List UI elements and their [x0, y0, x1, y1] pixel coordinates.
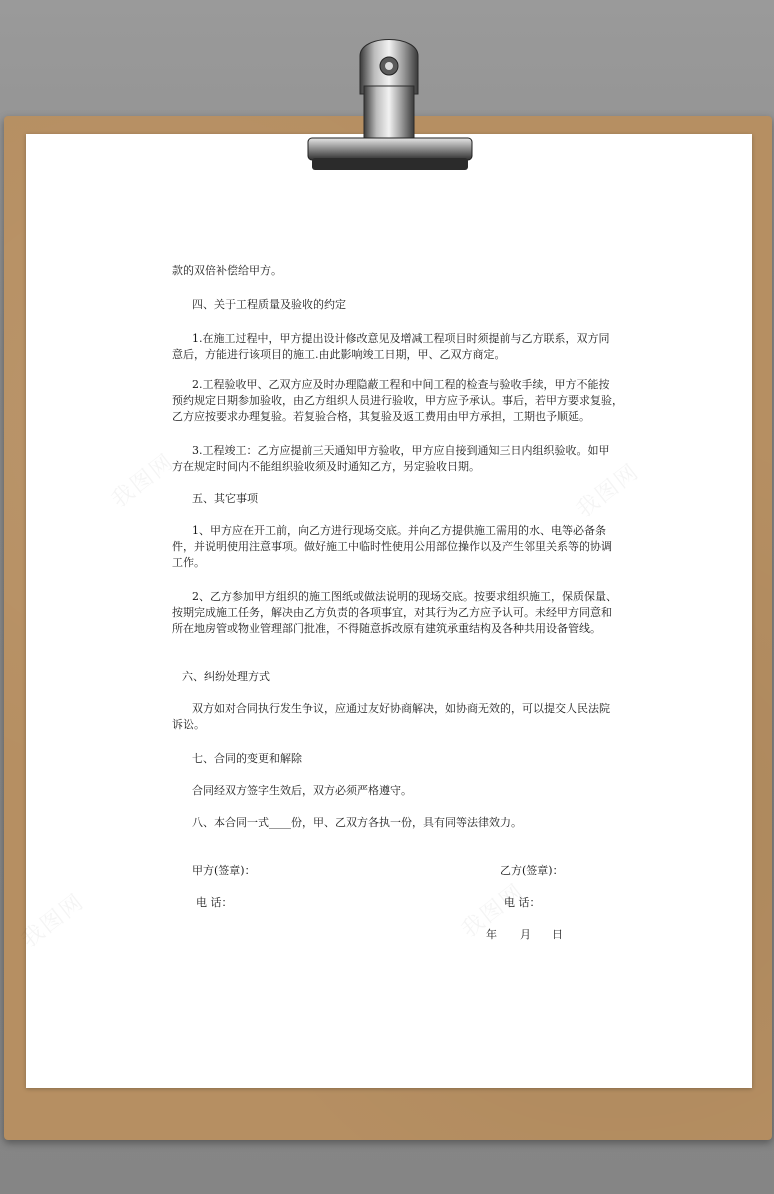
text-line: 工作。	[172, 556, 205, 569]
text-line: 诉讼。	[172, 718, 205, 731]
text-line: 1.在施工过程中，甲方提出设计修改意见及增减工程项目时须提前与乙方联系，双方同	[192, 332, 610, 345]
text-line: 2.工程验收甲、乙双方应及时办理隐蔽工程和中间工程的检查与验收手续，甲方不能按	[192, 378, 610, 391]
party-a-phone-label: 电 话：	[196, 896, 233, 909]
text-line: 所在地房管或物业管理部门批准，不得随意拆改原有建筑承重结构及各种共用设备管线。	[172, 622, 601, 635]
document-body	[26, 134, 752, 1088]
party-b-signature-label: 乙方(签章)：	[500, 864, 564, 877]
text-line: 合同经双方签字生效后，双方必须严格遵守。	[192, 784, 412, 797]
party-a-signature-label: 甲方(签章)：	[192, 864, 256, 877]
text-line: 款的双倍补偿给甲方。	[172, 264, 282, 277]
watermark-bottom-left	[14, 885, 90, 954]
watermark-left	[104, 445, 180, 514]
section-heading-other: 五、其它事项	[192, 492, 258, 505]
text-line: 双方如对合同执行发生争议，应通过友好协商解决，如协商无效的，可以提交人民法院	[192, 702, 610, 715]
text-line: 方在规定时间内不能组织验收须及时通知乙方，另定验收日期。	[172, 460, 480, 473]
text-line: 八、本合同一式____份，甲、乙双方各执一份，具有同等法律效力。	[192, 816, 522, 829]
binder-clip-icon	[300, 26, 478, 176]
date-month-label: 月	[520, 928, 531, 941]
date-day-label: 日	[552, 928, 563, 941]
watermark-right	[569, 455, 645, 524]
party-b-phone-label: 电 话：	[504, 896, 541, 909]
text-line: 1、甲方应在开工前，向乙方进行现场交底。并向乙方提供施工需用的水、电等必备条	[192, 524, 606, 537]
section-heading-disputes: 六、纠纷处理方式	[182, 670, 270, 683]
text-line: 预约规定日期参加验收，由乙方组织人员进行验收，甲方应予承认。事后，若甲方要求复验，	[172, 394, 623, 407]
text-line: 件，并说明使用注意事项。做好施工中临时性使用公用部位操作以及产生邻里关系等的协调	[172, 540, 612, 553]
date-year-label: 年	[486, 928, 497, 941]
text-line: 按期完成施工任务，解决由乙方负责的各项事宜，对其行为乙方应予认可。未经甲方同意和	[172, 606, 612, 619]
section-heading-changes: 七、合同的变更和解除	[192, 752, 302, 765]
text-line: 乙方应按要求办理复验。若复验合格，其复验及返工费用由甲方承担，工期也予顺延。	[172, 410, 590, 423]
text-line: 意后，方能进行该项目的施工.由此影响竣工日期，甲、乙双方商定。	[172, 348, 506, 361]
section-heading-quality: 四、关于工程质量及验收的约定	[192, 298, 346, 311]
text-line: 2、乙方参加甲方组织的施工图纸或做法说明的现场交底。按要求组织施工，保质保量、	[192, 590, 617, 603]
text-line: 3.工程竣工：乙方应提前三天通知甲方验收，甲方应自接到通知三日内组织验收。如甲	[192, 444, 610, 457]
